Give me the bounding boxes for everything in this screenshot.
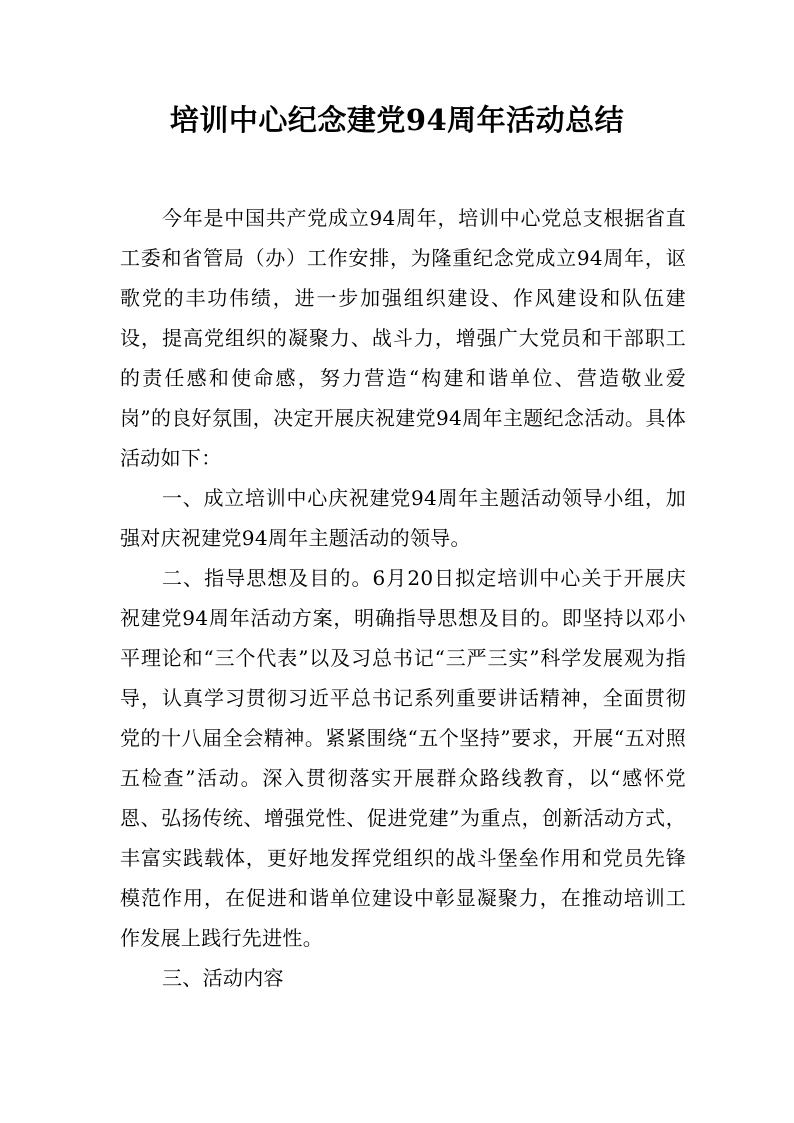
paragraph-intro: 今年是中国共产党成立94周年，培训中心党总支根据省直工委和省管局（办）工作安排，为隆重纪念党成立94周年，讴歌党的丰功伟绩，进一步加强组织建设、作风建设和队伍建设，提高党组织的凝聚力、战斗力，增强广大党员和干部职工的责任感和使命感，努力营造“构建和谐单位、营造敬业爱岗”的良好氛围，决定开展庆祝建党94周年主题纪念活动。具体活动如下： xyxy=(120,206,686,470)
paragraph-section-three-heading: 三、活动内容 xyxy=(162,966,284,990)
paragraph-section-two: 二、指导思想及目的。6月20日拟定培训中心关于开展庆祝建党94周年活动方案，明确指导思想及目的。即坚持以邓小平理论和“三个代表”以及习总书记“三严三实”科学发展观为指导，认真学习贯彻习近平总书记系列重要讲话精神，全面贯彻党的十八届全会精神。紧紧围绕“五个坚持”要求，开展“五对照五检查”活动。深入贯彻落实开展群众路线教育，以“感怀党恩、弘扬传统、增强党性、促进党建”为重点，创新活动方式，丰富实践载体，更好地发挥党组织的战斗堡垒作用和党员先锋模范作用，在促进和谐单位建设中彰显凝聚力，在推动培训工作发展上践行先进性。 xyxy=(120,566,686,950)
paragraph-section-one: 一、成立培训中心庆祝建党94周年主题活动领导小组，加强对庆祝建党94周年主题活动的领导。 xyxy=(120,486,686,550)
document-body xyxy=(120,198,686,998)
document-title: 培训中心纪念建党94周年活动总结 xyxy=(169,103,625,137)
